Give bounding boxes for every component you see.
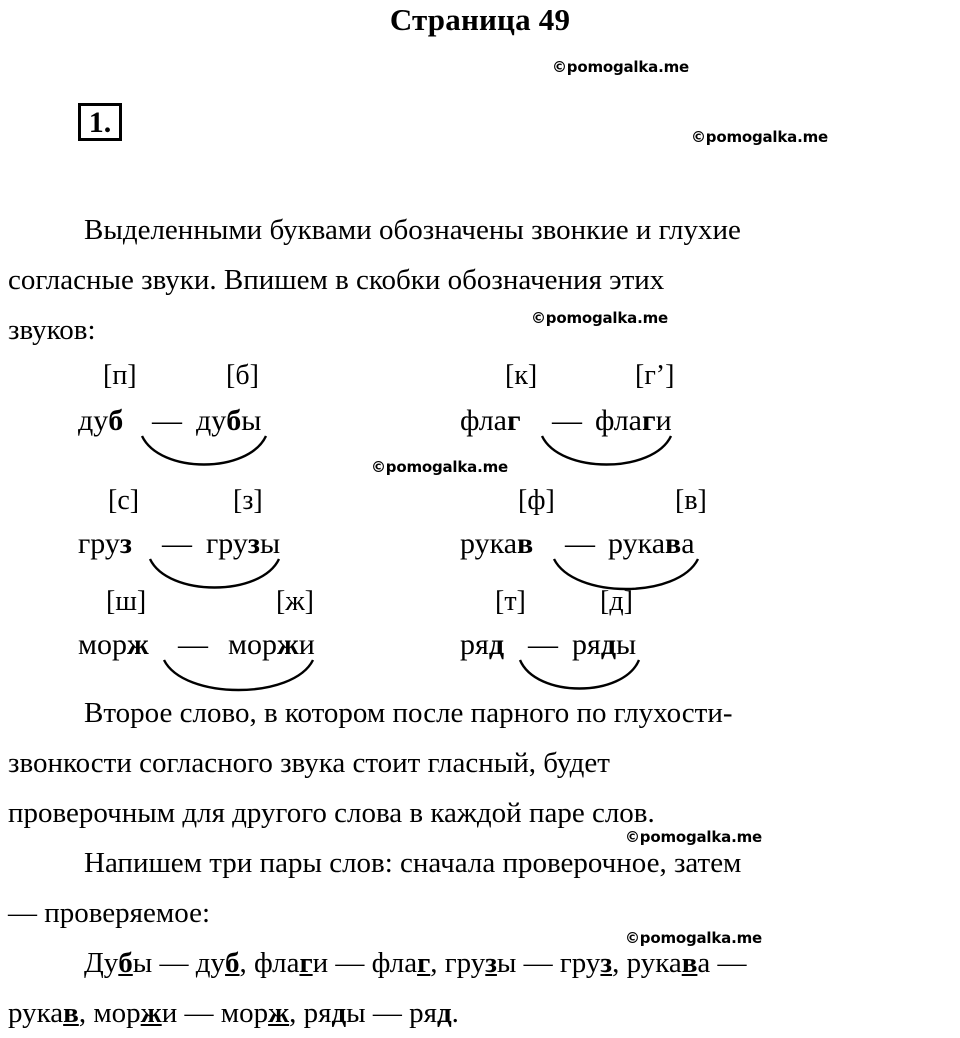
- explanation-line-3: [8, 788, 952, 838]
- answer-2-token-5-bold: ж: [268, 997, 290, 1029]
- intro-text-3: звуков:: [8, 314, 96, 346]
- word-left-flag: [460, 404, 521, 438]
- word-right-ryad-post: ы: [616, 628, 637, 661]
- intro-line-2: [8, 255, 952, 305]
- phoneme-right-morzh: [ж]: [276, 586, 314, 617]
- watermark-0: ©pomogalka.me: [552, 58, 689, 76]
- explanation-text-1: Второе слово, в котором после парного по глухости-: [84, 697, 733, 729]
- explanation-line-2: [8, 738, 952, 788]
- phoneme-right-ryad: [д]: [600, 586, 633, 617]
- word-right-morzh-pre: мор: [228, 628, 277, 661]
- answer-text-2: [8, 997, 459, 1029]
- word-right-rukav-post: а: [681, 527, 695, 560]
- phoneme-left-flag: [к]: [505, 360, 538, 391]
- word-right-dub-pre: ду: [196, 404, 227, 437]
- answer-2-token-3-bold: ж: [140, 997, 162, 1029]
- word-left-flag-pre: фла: [460, 404, 507, 437]
- word-right-morzh: [228, 628, 315, 662]
- pair-dash-ryad: —: [528, 628, 558, 661]
- answer-1-token-1-bold: б: [118, 947, 133, 979]
- word-right-rukav-pre: рука: [608, 527, 666, 560]
- explanation-text-3: проверочным для другого слова в каждой паре слов.: [8, 797, 655, 829]
- word-left-morzh: [78, 628, 149, 662]
- word-right-morzh-bold: ж: [276, 628, 299, 661]
- watermark-2: ©pomogalka.me: [531, 309, 668, 327]
- answer-2-token-1-bold: в: [63, 997, 79, 1029]
- answer-2-token-8: ы — ря: [346, 997, 437, 1029]
- word-left-gruz-bold: з: [119, 527, 132, 560]
- watermark-5: ©pomogalka.me: [625, 929, 762, 947]
- answer-2-token-0: рука: [8, 997, 64, 1029]
- answer-1-token-14: а —: [697, 947, 747, 979]
- task-line-2: [8, 888, 952, 938]
- answer-1-token-4: , фла: [239, 947, 300, 979]
- word-right-flag-pre: фла: [595, 404, 642, 437]
- task-line-1: [8, 838, 952, 888]
- word-right-gruz-pre: гру: [206, 527, 248, 560]
- word-left-dub-bold: б: [108, 404, 124, 437]
- word-right-morzh-post: и: [298, 628, 315, 661]
- word-right-gruz-post: ы: [259, 527, 281, 560]
- pair-dash-rukav: —: [565, 527, 595, 560]
- word-left-ryad-pre: ря: [460, 628, 489, 661]
- word-right-gruz-bold: з: [247, 527, 260, 560]
- sound-link-arc-dub: [140, 434, 270, 474]
- word-right-rukav: [608, 527, 695, 561]
- sound-link-arc-flag: [540, 434, 675, 474]
- phoneme-right-rukav: [в]: [675, 485, 707, 516]
- word-right-flag-bold: г: [641, 404, 656, 437]
- pair-dash-dub: —: [152, 404, 182, 437]
- word-left-morzh-bold: ж: [126, 628, 149, 661]
- word-left-dub: [78, 404, 123, 438]
- task-text-2: — проверяемое:: [8, 897, 211, 929]
- explanation-text-2: звонкости согласного звука стоит гласный, будет: [8, 747, 610, 779]
- word-right-ryad-bold: д: [600, 628, 616, 661]
- page-title: Страница 49: [389, 2, 571, 37]
- word-left-flag-bold: г: [506, 404, 521, 437]
- word-right-ryad-pre: ря: [572, 628, 601, 661]
- watermark-4: ©pomogalka.me: [625, 828, 762, 846]
- intro-text-1: Выделенными буквами обозначены звонкие и глухие: [84, 214, 741, 246]
- intro-text-2: согласные звуки. Впишем в скобки обозначения этих: [8, 264, 665, 296]
- word-left-ryad-bold: д: [488, 628, 504, 661]
- phoneme-left-ryad: [т]: [495, 586, 526, 617]
- answer-line-2: [8, 988, 952, 1038]
- phoneme-left-gruz: [с]: [108, 485, 140, 516]
- word-left-ryad: [460, 628, 504, 662]
- word-right-dub: [196, 404, 261, 438]
- phoneme-right-flag: [г’]: [635, 360, 675, 391]
- word-right-dub-post: ы: [241, 404, 262, 437]
- word-left-rukav: [460, 527, 533, 561]
- answer-1-token-7-bold: г: [417, 947, 431, 979]
- phoneme-right-dub: [б]: [226, 360, 259, 391]
- word-left-gruz-pre: гру: [78, 527, 120, 560]
- word-right-flag: [595, 404, 672, 438]
- pair-dash-flag: —: [552, 404, 582, 437]
- phoneme-left-morzh: [ш]: [106, 586, 147, 617]
- answer-1-token-6: и — фла: [312, 947, 418, 979]
- answer-1-token-13-bold: в: [681, 947, 698, 979]
- word-right-dub-bold: б: [226, 404, 242, 437]
- answer-1-token-10: ы — гру: [496, 947, 601, 979]
- intro-line-1: [8, 205, 952, 255]
- sound-link-arc-gruz: [148, 557, 283, 597]
- answer-1-token-12: , рука: [612, 947, 682, 979]
- word-left-rukav-pre: рука: [460, 527, 518, 560]
- word-right-gruz: [206, 527, 280, 561]
- explanation-line-1: [8, 688, 952, 738]
- answer-2-token-4: и — мор: [161, 997, 269, 1029]
- pair-dash-gruz: —: [162, 527, 192, 560]
- word-left-rukav-bold: в: [517, 527, 534, 560]
- exercise-number-badge: 1.: [78, 103, 122, 141]
- answer-1-token-8: , гру: [430, 947, 486, 979]
- watermark-1: ©pomogalka.me: [691, 128, 828, 146]
- answer-1-token-11-bold: з: [600, 947, 613, 979]
- answer-2-token-7-bold: д: [331, 997, 347, 1029]
- phoneme-right-gruz: [з]: [233, 485, 263, 516]
- answer-1-token-0: Ду: [84, 947, 119, 979]
- answer-1-token-2: ы — ду: [132, 947, 226, 979]
- word-right-rukav-bold: в: [665, 527, 682, 560]
- word-right-ryad: [572, 628, 636, 662]
- phoneme-left-rukav: [ф]: [518, 485, 555, 516]
- word-left-dub-pre: ду: [78, 404, 109, 437]
- pair-dash-morzh: —: [178, 628, 208, 661]
- task-text-1: Напишем три пары слов: сначала проверочное, затем: [84, 847, 742, 879]
- word-left-morzh-pre: мор: [78, 628, 127, 661]
- word-right-flag-post: и: [655, 404, 672, 437]
- phoneme-left-dub: [п]: [103, 360, 137, 391]
- answer-1-token-9-bold: з: [485, 947, 497, 979]
- intro-line-3: [8, 305, 952, 355]
- answer-text-1: [84, 947, 747, 979]
- answer-2-token-2: , мор: [78, 997, 141, 1029]
- answer-1-token-5-bold: г: [299, 947, 313, 979]
- answer-line-1: [8, 938, 952, 988]
- answer-2-token-9-bold: д: [436, 997, 452, 1029]
- watermark-3: ©pomogalka.me: [371, 458, 508, 476]
- word-left-gruz: [78, 527, 132, 561]
- answer-1-token-3-bold: б: [225, 947, 240, 979]
- answer-2-token-6: , ря: [289, 997, 332, 1029]
- answer-2-token-10: .: [451, 997, 459, 1029]
